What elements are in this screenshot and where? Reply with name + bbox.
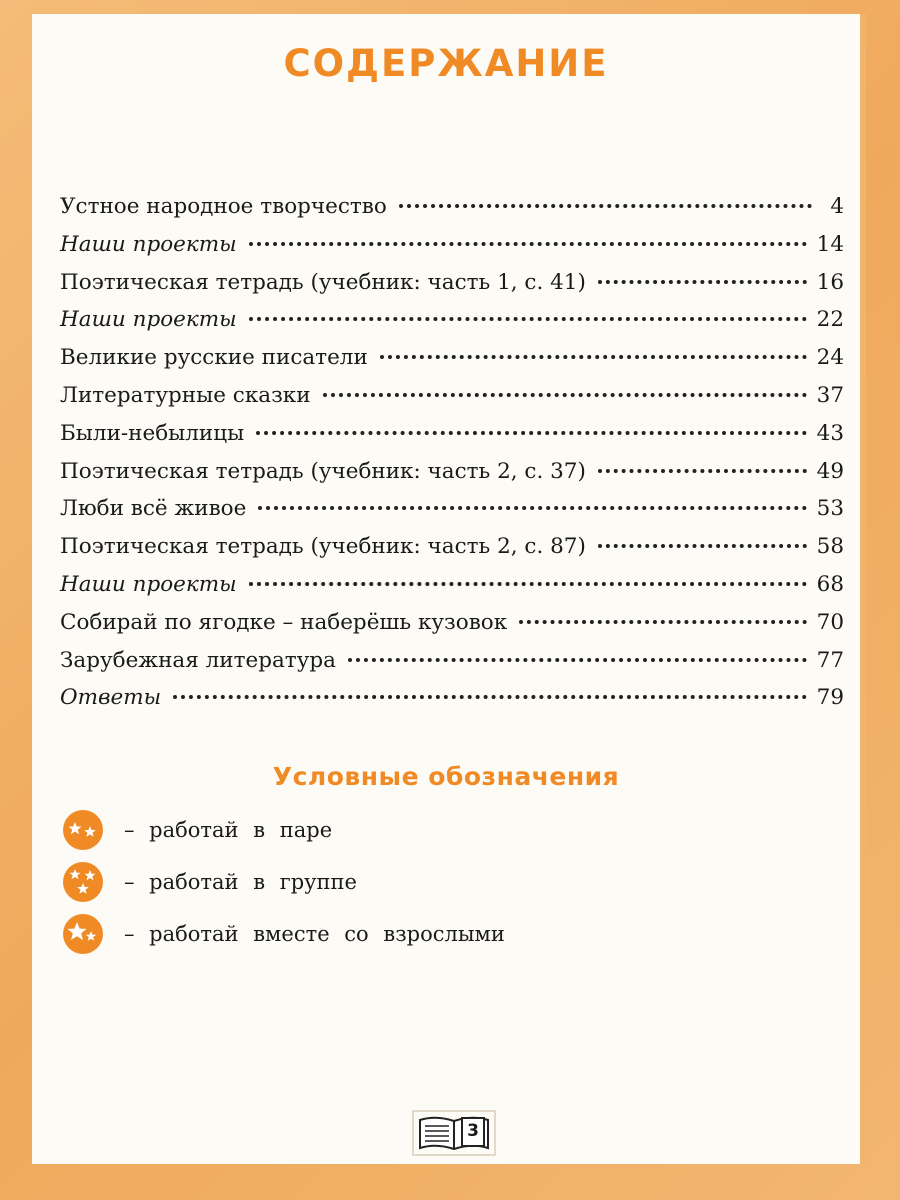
toc-entry-title: Зарубежная литература [60,647,336,673]
toc-entry [60,496,844,534]
toc-entry-page: 70 [816,609,844,635]
dot-leader [173,695,806,699]
page-number-badge [412,1110,496,1156]
toc-entry-title: Наши проекты [60,231,237,257]
toc-entry [60,345,844,383]
toc-entry-title: Наши проекты [60,307,237,333]
dot-leader [249,317,807,321]
toc-entry-title: Великие русские писатели [60,345,368,371]
toc-entry [60,648,844,686]
toc-entry-title: Поэтическая тетрадь (учебник: часть 2, с. 87) [60,534,586,560]
toc-entry [60,459,844,497]
toc-entry-title: Люби всё живое [60,496,247,522]
toc-entry-page: 68 [816,571,844,597]
toc-entry [60,383,844,421]
page-number: 3 [467,1121,479,1141]
toc-entry [60,307,844,345]
legend-item-adults [62,908,762,960]
toc-entry-title: Литературные сказки [60,382,311,408]
toc-entry-page: 37 [816,382,844,408]
toc-entry-title: Были-небылицы [60,420,245,446]
toc-entry-page: 79 [816,685,844,711]
two-stars-icon [62,809,104,851]
page-sheet [32,14,866,1164]
toc-entry [60,194,844,232]
toc-entry-title: Наши проекты [60,571,237,597]
dot-leader [249,242,807,246]
dot-leader [258,506,806,510]
toc-entry-page: 4 [830,194,844,219]
toc-entry-page: 53 [816,496,844,522]
toc-entry-page: 14 [816,231,844,257]
toc-entry [60,232,844,270]
toc-entry [60,610,844,648]
dot-leader [380,355,807,359]
toc-entry [60,270,844,308]
big-and-small-star-icon [62,913,104,955]
toc-entry-page: 24 [816,345,844,371]
legend-item-label: – работай в паре [124,818,333,842]
toc-entry-title: Устное народное творчество [60,194,387,219]
three-stars-icon [62,861,104,903]
dot-leader [598,544,807,548]
toc-entry [60,572,844,610]
toc-entry-page: 58 [816,534,844,560]
legend-list [62,804,762,960]
legend-item-pair [62,804,762,856]
dot-leader [348,658,807,662]
dot-leader [598,280,807,284]
toc-entry-title: Поэтическая тетрадь (учебник: часть 2, с. 37) [60,458,586,484]
dot-leader [249,582,807,586]
legend-item-label: – работай в группе [124,870,357,894]
legend-title: Условные обозначения [272,762,620,791]
dot-leader [598,469,807,473]
dot-leader [519,620,806,624]
legend-item-label: – работай вместе со взрослыми [124,922,505,946]
dot-leader [399,204,812,208]
toc-entry-title: Ответы [60,685,162,711]
toc-entry-page: 43 [816,420,844,446]
toc-entry-page: 49 [816,458,844,484]
toc-entry-page: 22 [816,307,844,333]
dot-leader [323,393,807,397]
toc-entry-page: 16 [816,269,844,295]
dot-leader [256,431,806,435]
toc-entry [60,685,844,723]
page-title: СОДЕРЖАНИЕ [283,42,609,85]
toc-entry [60,534,844,572]
toc-entry [60,421,844,459]
toc-entry-page: 77 [816,647,844,673]
table-of-contents [60,194,844,723]
toc-entry-title: Поэтическая тетрадь (учебник: часть 1, с. 41) [60,269,586,295]
legend-item-group [62,856,762,908]
toc-entry-title: Собирай по ягодке – наберёшь кузовок [60,609,508,635]
